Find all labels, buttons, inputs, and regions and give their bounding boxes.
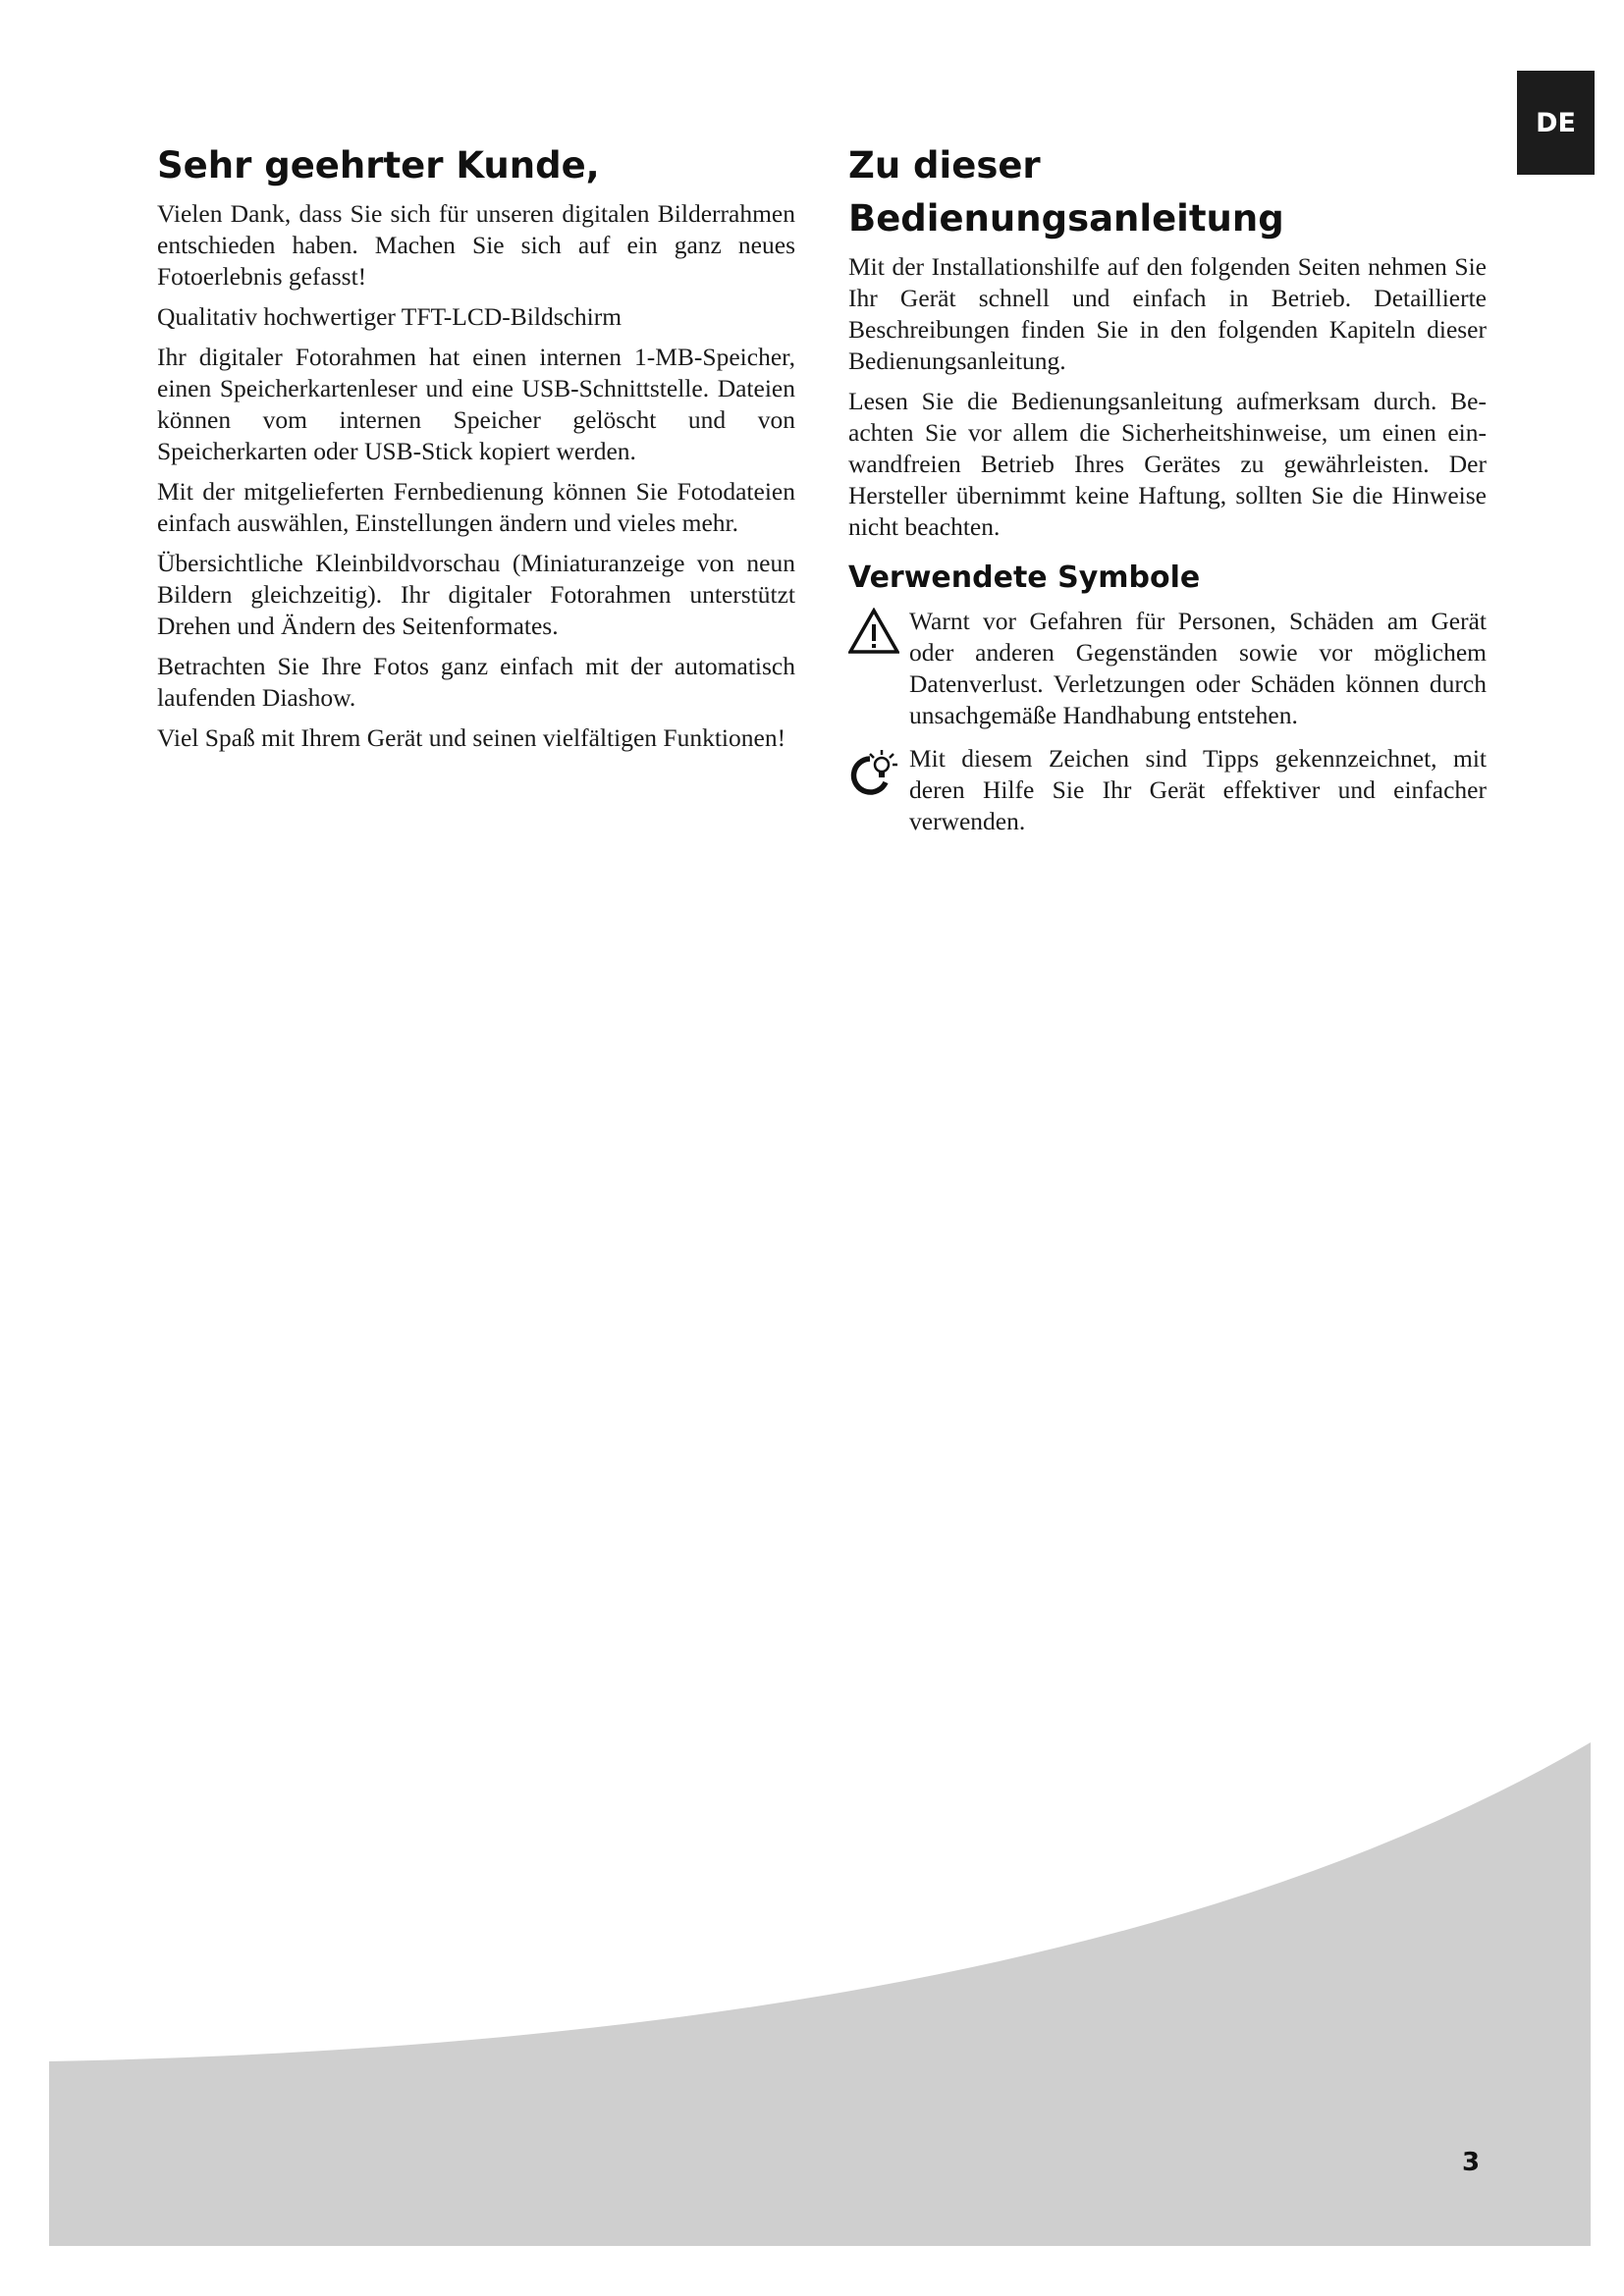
language-tab: DE [1517, 71, 1595, 175]
feature-memory-paragraph: Ihr digitaler Fotorahmen hat einen internen 1-MB-Speicher, einen Speicherkartenleser und eine USB-Schnittstelle. Dateien können vom internen Speicher gelöscht und von Speicherkarten oder USB-Stick kopiert werden. [157, 343, 795, 465]
page-number: 3 [1461, 2148, 1481, 2177]
tip-symbol-text: Mit diesem Zeichen sind Tipps gekennzeichnet, mit deren Hilfe Sie Ihr Gerät effektiver und einfacher verwenden. [909, 744, 1487, 835]
feature-remote-paragraph: Mit der mitgelieferten Fernbedienung können Sie Fotodateien einfach auswählen, Einstellungen ändern und vieles mehr. [157, 477, 795, 537]
feature-slideshow-paragraph: Betrachten Sie Ihre Fotos ganz einfach mit der automatisch laufenden Diashow. [157, 652, 795, 712]
safety-paragraph: Lesen Sie die Bedienungsanleitung aufmerksam durch. Beachten Sie vor allem die Sicherheitshinweise, um einen einwandfreien Betrieb Ihres Gerätes zu gewährleisten. Der Hersteller übernimmt keine Haftung, sollten Sie die Hinweise nicht beachten. [848, 387, 1487, 541]
closing-paragraph: Viel Spaß mit Ihrem Gerät und seinen vielfältigen Funktionen! [157, 723, 786, 752]
intro-paragraph: Vielen Dank, dass Sie sich für unseren digitalen Bilderrahmen entschieden haben. Machen Sie sich auf ein ganz neues Fotoerlebnis gefasst! [157, 199, 795, 291]
greeting-heading: Sehr geehrter Kunde, [157, 144, 600, 187]
feature-thumbnail-paragraph: Übersichtliche Kleinbildvorschau (Miniaturanzeige von neun Bildern gleichzeitig). Ihr digitaler Fotorahmen unterstützt Drehen und Ändern des Seitenformates. [157, 549, 795, 640]
installation-paragraph: Mit der Installationshilfe auf den folgenden Seiten nehmen Sie Ihr Gerät schnell und einfach in Betrieb. Detaillierte Beschreibungen finden Sie in den folgenden Kapiteln dieser Bedienungsanleitung. [848, 252, 1487, 375]
warning-symbol-text: Warnt vor Gefahren für Personen, Schäden am Gerät oder anderen Gegenständen sowie vor möglichem Datenverlust. Verletzungen oder Schäden können durch unsachgemäße Handhabung entstehen. [909, 607, 1487, 729]
feature-display-paragraph: Qualitativ hochwertiger TFT-LCD-Bildschirm [157, 302, 623, 331]
symbols-subheading: Verwendete Symbole [848, 561, 1201, 595]
manual-heading: Zu dieser Bedienungsanleitung [848, 144, 1284, 240]
